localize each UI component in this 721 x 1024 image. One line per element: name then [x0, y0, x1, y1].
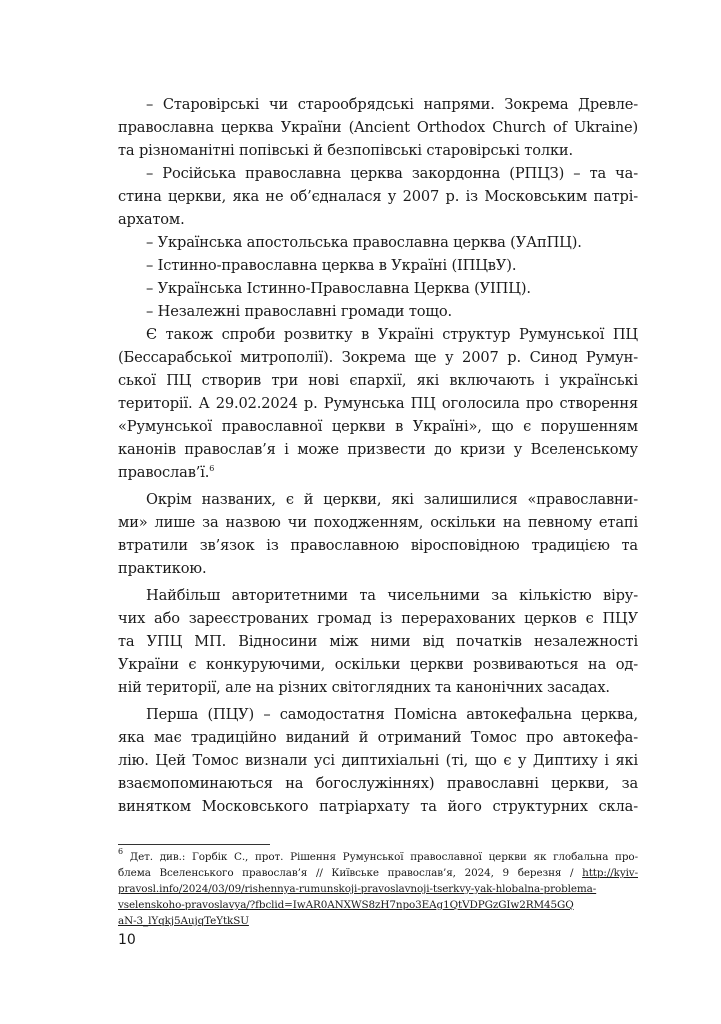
- body-line-text: втратили зв’язок із православною віросповідною традицією та: [118, 537, 638, 554]
- body-line-text: – Старовірські чи старообрядські напрями. Зокрема Древле-: [146, 96, 638, 113]
- body-line-text: (Бессарабської митрополії). Зокрема ще у 2007 р. Синод Румун-: [118, 349, 638, 366]
- body-line: [118, 346, 638, 369]
- body-line: [118, 676, 638, 699]
- body-line: [118, 139, 638, 162]
- body-line-text: – Російська православна церква закордонна (РПЦЗ) – та ча-: [146, 165, 638, 182]
- body-line-text: – Незалежні православні громади тощо.: [146, 303, 452, 320]
- body-line: [118, 231, 638, 254]
- body-line-text: Перша (ПЦУ) – самодостатня Помісна автокефальна церква,: [146, 706, 638, 723]
- body-line-text: Найбільш авторитетними та чисельними за кількістю віру-: [146, 587, 638, 604]
- body-line-text: практикою.: [118, 560, 207, 577]
- body-line-text: чих або зареєстрованих громад із перерахованих церков є ПЦУ: [118, 610, 638, 627]
- footnote-link-line-5[interactable]: aN-3_lYqkj5AujqTeYtkSU: [118, 915, 249, 927]
- body-line: [118, 772, 638, 795]
- body-line: [118, 726, 638, 749]
- footnote-reference[interactable]: 6: [209, 464, 215, 473]
- footnote-text-2: блема Вселенського православ’я // Київське православ’я, 2024, 9 березня /: [118, 867, 583, 879]
- body-line: [118, 438, 638, 461]
- body-line: [118, 607, 638, 630]
- footnote-divider: [118, 844, 270, 845]
- body-line: [118, 369, 638, 392]
- body-line: [118, 208, 638, 231]
- body-line-text: – Українська апостольська православна церква (УАпПЦ).: [146, 234, 582, 251]
- body-line: [118, 584, 638, 607]
- body-text: [118, 93, 638, 818]
- body-line-text: Є також спроби розвитку в Україні структур Румунської ПЦ: [146, 326, 638, 343]
- footnote-line-1: [118, 849, 638, 865]
- body-line: [118, 162, 638, 185]
- body-line: [118, 653, 638, 676]
- body-line: [118, 392, 638, 415]
- footnote-link-line-4[interactable]: vselenskoho-pravoslavya/?fbclid=IwAR0ANXWS8zH7npo3EAg1QtVDPGzGIw2RM45GQ: [118, 899, 574, 911]
- page-number: 10: [118, 932, 136, 948]
- body-line-text: України є конкуруючими, оскільки церкви розвиваються на од-: [118, 656, 638, 673]
- body-line: [118, 703, 638, 726]
- body-line-text: та УПЦ МП. Відносини між ними від початків незалежності: [118, 633, 638, 650]
- body-line-text: православ’ї.: [118, 464, 210, 481]
- body-line-text: ній території, але на різних світоглядних та канонічних засадах.: [118, 679, 610, 696]
- footnote-link-start[interactable]: http://kyiv-: [582, 867, 638, 879]
- body-line: [118, 630, 638, 653]
- body-line-text: Окрім названих, є й церкви, які залишилися «православни-: [146, 491, 638, 508]
- body-line-text: стина церкви, яка не об’єдналася у 2007 р. із Московським патрі-: [118, 188, 638, 205]
- body-line: [118, 511, 638, 534]
- footnote-text-1: Дет. див.: Горбік С., прот. Рішення Румунської православної церкви як глобальна про-: [129, 851, 639, 863]
- body-line-text: яка має традиційно виданий й отриманий Томос про автокефа-: [118, 729, 638, 746]
- body-line-text: території. А 29.02.2024 р. Румунська ПЦ оголосила про створення: [118, 395, 638, 412]
- body-line: [118, 300, 638, 323]
- body-line: [118, 323, 638, 346]
- body-line: [118, 185, 638, 208]
- body-line-text: винятком Московського патріархату та його структурних скла-: [118, 798, 638, 815]
- body-line: [118, 93, 638, 116]
- body-line: [118, 795, 638, 818]
- body-line: [118, 254, 638, 277]
- body-line-text: та різноманітні попівські й безпопівські старовірські толки.: [118, 142, 574, 159]
- body-line: [118, 488, 638, 511]
- body-line: [118, 116, 638, 139]
- body-line-text: канонів православ’я і може призвести до кризи у Вселенському: [118, 441, 638, 458]
- footnote-number: 6: [118, 847, 123, 856]
- body-line-text: ської ПЦ створив три нові єпархії, які включають і українські: [118, 372, 638, 389]
- body-line-text: лію. Цей Томос визнали усі диптихіальні (ті, що є у Диптиху і які: [118, 752, 638, 769]
- body-line-text: «Румунської православної церкви в Україні», що є порушенням: [118, 418, 638, 435]
- footnote-block: [118, 849, 638, 929]
- body-line-text: православна церква України (Ancient Orthodox Church of Ukraine): [118, 119, 638, 136]
- body-line: [118, 534, 638, 557]
- body-line: [118, 461, 638, 484]
- body-line: [118, 415, 638, 438]
- body-line-text: архатом.: [118, 211, 185, 228]
- body-line: [118, 277, 638, 300]
- body-line-text: – Істинно-православна церква в Україні (ІПЦвУ).: [146, 257, 517, 274]
- footnote-line-2: [118, 865, 638, 881]
- body-line: [118, 557, 638, 580]
- body-line-text: взаємопоминаються на богослужіннях) православні церкви, за: [118, 775, 638, 792]
- body-line-text: – Українська Істинно-Православна Церква (УІПЦ).: [146, 280, 531, 297]
- body-line: [118, 749, 638, 772]
- body-line-text: ми» лише за назвою чи походженням, оскільки на певному етапі: [118, 514, 638, 531]
- footnote-link-line-3[interactable]: pravosl.info/2024/03/09/rishennya-rumunskoji-pravoslavnoji-tserkvy-yak-hlobalna-problema-: [118, 883, 597, 895]
